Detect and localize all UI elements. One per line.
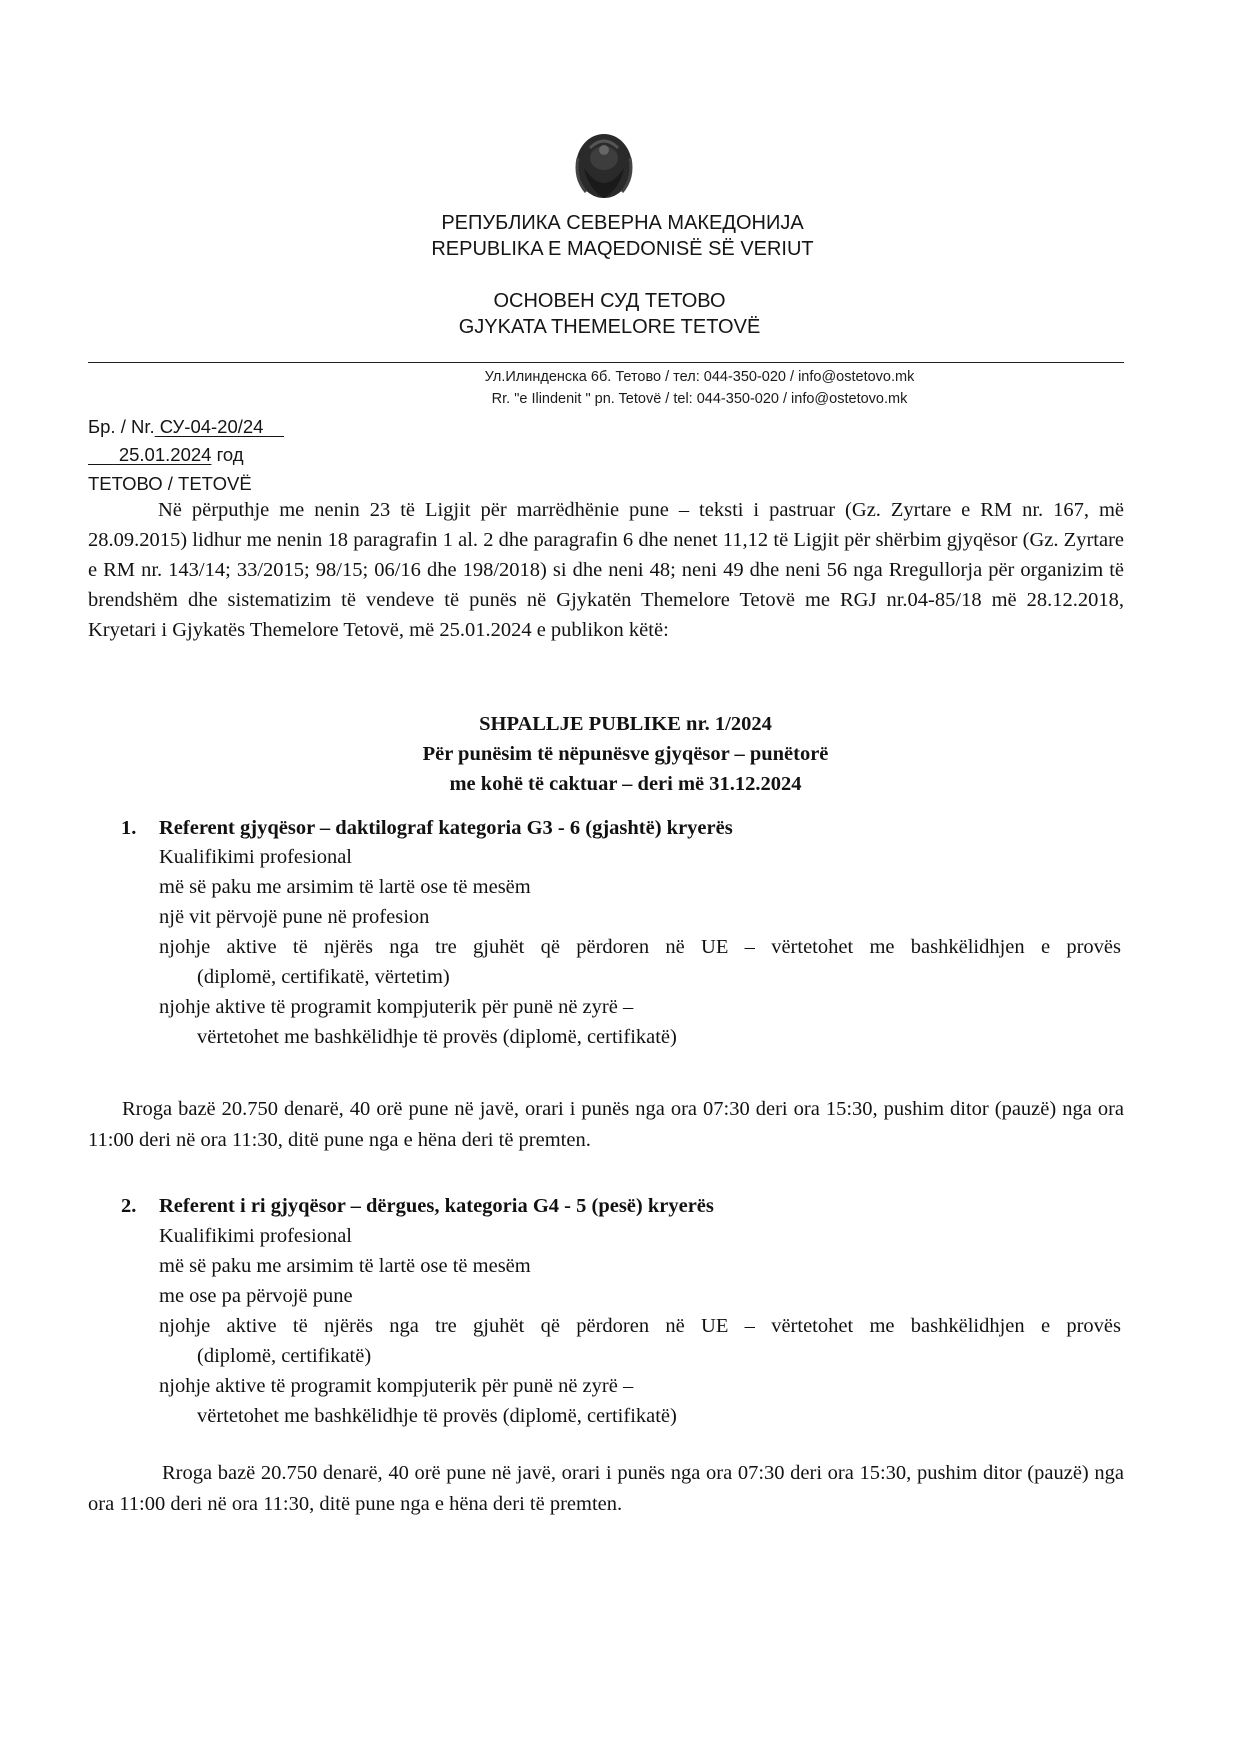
address-sq: Rr. "e Ilindenit " pn. Tetovë / tel: 044-350-020 / info@ostetovo.mk	[491, 391, 908, 407]
reference-place: ТЕТОВО / TETOVË	[88, 473, 252, 494]
reference-date	[88, 444, 244, 466]
announcement-title: SHPALLJE PUBLIKE nr. 1/2024	[479, 713, 772, 735]
reference-number-label: Бр. / Nr.	[88, 416, 155, 437]
requirement-education: më së paku me arsimim të lartë ose të mesëm	[159, 1255, 531, 1277]
requirement-language-proof: (diplomë, certifikatë)	[197, 1345, 372, 1367]
requirement-education: më së paku me arsimim të lartë ose të mesëm	[159, 876, 531, 898]
salary-paragraph: Rroga bazë 20.750 denarë, 40 orë pune në javë, orari i punës nga ora 07:30 deri ora 15:30, pushim ditor (pauzë) nga ora 11:00 deri në ora 11:30, ditë pune nga e hëna deri të premten.	[88, 1462, 1124, 1515]
requirement-language: njohje aktive të njërës nga tre gjuhët që përdoren në UE – vërtetohet me bashkëlidhjen e provës	[159, 936, 1121, 958]
requirement-experience: një vit përvojë pune në profesion	[159, 906, 430, 928]
salary-paragraph: Rroga bazë 20.750 denarë, 40 orë pune në javë, orari i punës nga ora 07:30 deri ora 15:30, pushim ditor (pauzë) nga ora 11:00 deri në ora 11:30, ditë pune nga e hëna deri të premten.	[88, 1098, 1124, 1151]
position-number: 2.	[121, 1195, 137, 1217]
requirement-computer-proof: vërtetohet me bashkëlidhje të provës (diplomë, certifikatë)	[197, 1405, 677, 1427]
qualification-label: Kualifikimi profesional	[159, 846, 352, 868]
country-name-sq: REPUBLIKA E MAQEDONISË SË VERIUT	[431, 238, 814, 260]
address-mk: Ул.Илинденска 6б. Тетово / тел: 044-350-020 / info@ostetovo.mk	[484, 369, 915, 385]
qualification-label: Kualifikimi profesional	[159, 1225, 352, 1247]
reference-date-value: 25.01.2024	[113, 444, 212, 465]
court-name-mk: ОСНОВЕН СУД ТЕТОВО	[493, 290, 726, 312]
requirement-experience: me ose pa përvojë pune	[159, 1285, 353, 1307]
announcement-subtitle-2: me kohë të caktuar – deri më 31.12.2024	[449, 773, 802, 795]
requirement-language-proof: (diplomë, certifikatë, vërtetim)	[197, 966, 450, 988]
intro-paragraph: Në përputhje me nenin 23 të Ligjit për marrëdhënie pune – teksti i pastruar (Gz. Zyrtare e RM nr. 167, më 28.09.2015) lidhur me nenin 18 paragrafin 1 al. 2 dhe paragrafin 6 dhe nenet 11,12 të Ligjit për shërbim gjyqësor (Gz. Zyrtare e RM nr. 143/14; 33/2015; 98/15; 06/16 dhe 198/2018) si dhe neni 48; neni 49 dhe neni 56 nga Rregullorja për organizim të brendshëm dhe sistematizim të vendeve të punës në Gjykatën Themelore Tetovë me RGJ nr.04-85/18 më 28.12.2018, Kryetari i Gjykatës Themelore Tetovë, më 25.01.2024 e publikon këtë:	[88, 499, 1124, 641]
requirement-computer-proof: vërtetohet me bashkëlidhje të provës (diplomë, certifikatë)	[197, 1026, 677, 1048]
position-title: Referent gjyqësor – daktilograf kategoria G3 - 6 (gjashtë) kryerës	[159, 817, 733, 839]
requirement-computer: njohje aktive të programit kompjuterik për punë në zyrë –	[159, 1375, 634, 1397]
reference-date-suffix: год	[211, 444, 244, 465]
reference-number-value: СУ-04-20/24	[154, 416, 269, 437]
header-divider	[88, 362, 1124, 363]
position-number: 1.	[121, 817, 137, 839]
country-name-mk: РЕПУБЛИКА СЕВЕРНА МАКЕДОНИЈА	[441, 212, 804, 234]
position-title: Referent i ri gjyqësor – dërgues, kategoria G4 - 5 (pesë) kryerës	[159, 1195, 714, 1217]
court-name-sq: GJYKATA THEMELORE TETOVË	[458, 316, 761, 338]
reference-number	[88, 416, 284, 438]
coat-of-arms-emblem	[564, 128, 644, 208]
requirement-computer: njohje aktive të programit kompjuterik për punë në zyrë –	[159, 996, 634, 1018]
announcement-subtitle-1: Për punësim të nëpunësve gjyqësor – punëtorë	[422, 743, 829, 765]
requirement-language: njohje aktive të njërës nga tre gjuhët që përdoren në UE – vërtetohet me bashkëlidhjen e provës	[159, 1315, 1121, 1337]
